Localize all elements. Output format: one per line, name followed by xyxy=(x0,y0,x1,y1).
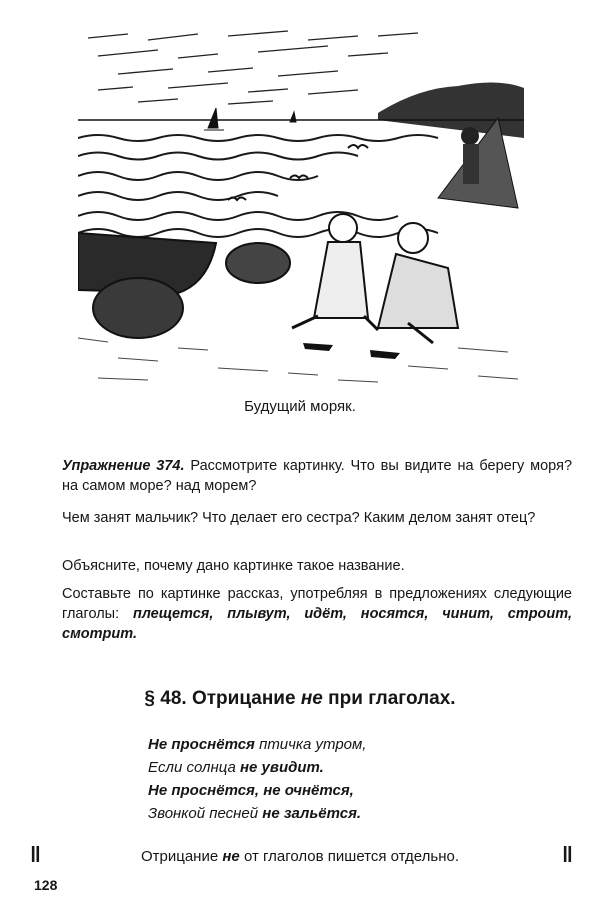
exercise-task-text: Составьте по картинке рассказ, употребляя в предложениях следующие глаголы: xyxy=(62,586,572,622)
exercise-verbs: плещется, плывут, идёт, носятся, чинит, строит, смотрит. xyxy=(62,606,572,642)
exercise-question-1: Рассмотрите картинку. Что вы видите на берегу моря? на самом море? над морем? xyxy=(62,458,573,494)
illustration-caption: Будущий моряк. xyxy=(244,398,356,415)
section-title-word: не xyxy=(300,688,323,709)
rock xyxy=(226,243,290,283)
poem-line-1: Не проснётся птичка утром, xyxy=(148,736,367,753)
poem-line-2: Если солнца не увидит. xyxy=(148,759,324,776)
poem-line-3: Не проснётся, не очнётся, xyxy=(148,782,354,799)
exercise-label: Упражнение 374. xyxy=(62,458,185,474)
section-title-b: при глаголах. xyxy=(328,688,456,709)
page-number: 128 xyxy=(34,877,58,893)
rule-text-a: Отрицание xyxy=(140,848,219,865)
exercise-paragraph-2: Чем занят мальчик? Что делает его сестра? Каким делом занят отец? xyxy=(62,510,536,526)
poem-line-4: Звонкой песней не зальётся. xyxy=(148,805,362,822)
poem xyxy=(148,733,366,825)
exercise-paragraph-1 xyxy=(62,456,572,496)
rule-marker-right: ‖ xyxy=(562,842,573,867)
rock xyxy=(93,278,183,338)
father-figure xyxy=(461,127,479,145)
rule-text-b: от глаголов пишется отдельно. xyxy=(243,848,459,865)
exercise-paragraph-3: Объясните, почему дано картинке такое название. xyxy=(62,558,405,574)
spelling-rule xyxy=(0,848,600,865)
exercise-paragraph-4 xyxy=(62,584,572,644)
illustration-future-sailor xyxy=(78,28,524,386)
section-number: § 48. xyxy=(144,688,187,709)
rule-word: не xyxy=(222,848,240,865)
rule-marker-left: ‖ xyxy=(30,842,41,867)
section-heading xyxy=(0,688,600,710)
section-title-a: Отрицание xyxy=(191,688,296,709)
